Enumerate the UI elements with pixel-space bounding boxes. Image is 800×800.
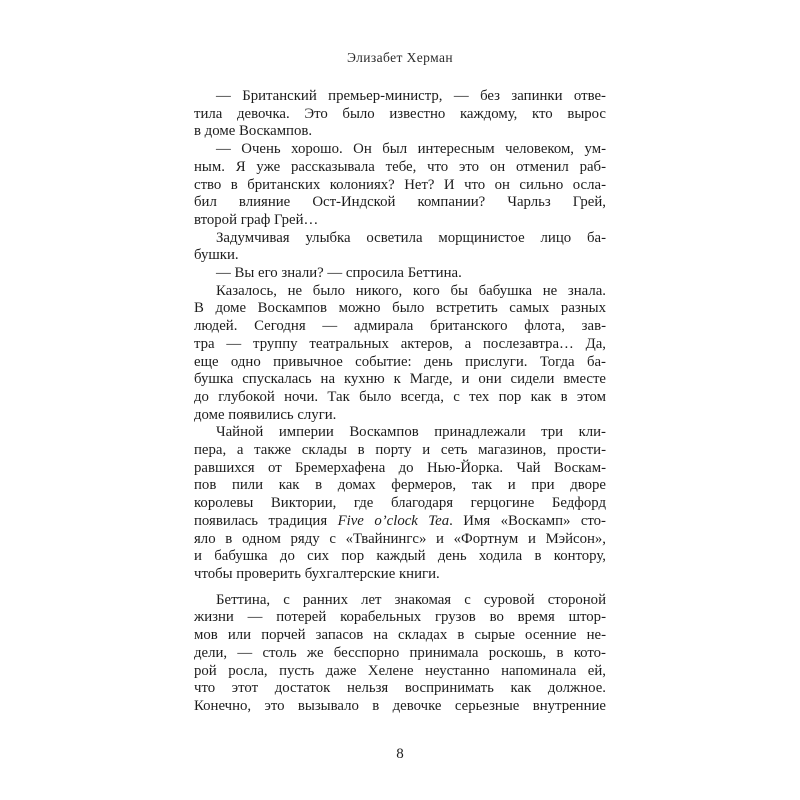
text-line bbox=[194, 88, 606, 106]
paragraph bbox=[194, 283, 606, 425]
page-number: 8 bbox=[396, 746, 404, 762]
text-line bbox=[194, 609, 606, 627]
text-line bbox=[194, 566, 606, 584]
text-line bbox=[194, 627, 606, 645]
text-segment: до глубокой ночи. Так было всегда, с тех пор как в этом bbox=[194, 388, 606, 405]
text-line bbox=[194, 371, 606, 389]
italic-phrase: Five o’clock Tea bbox=[337, 512, 450, 529]
text-line bbox=[194, 389, 606, 407]
text-segment: — Вы его знали? — спросила Беттина. bbox=[216, 265, 462, 282]
text-line bbox=[194, 477, 606, 495]
text-segment: мов или порчей запасов на складах в сырые осенние не- bbox=[194, 627, 606, 644]
text-segment: тила девочка. Это было известно каждому, кто вырос bbox=[194, 105, 606, 122]
text-line bbox=[194, 336, 606, 354]
text-segment: . Имя «Воскамп» сто- bbox=[449, 512, 606, 529]
text-line bbox=[194, 212, 606, 230]
text-segment: доме появились слуги. bbox=[194, 406, 337, 423]
paragraph bbox=[194, 141, 606, 230]
text-segment: появилась традиция bbox=[194, 512, 338, 529]
text-line bbox=[194, 141, 606, 159]
text-segment: рой росла, пусть даже Хелене неустанно напоминала ей, bbox=[194, 662, 606, 679]
text-segment: равшихся от Бремерхафена до Нью-Йорка. Чай Воскам- bbox=[194, 459, 606, 476]
text-segment: Конечно, это вызывало в девочке серьезные внутренние bbox=[194, 697, 606, 714]
text-line bbox=[194, 407, 606, 425]
text-segment: королевы Виктории, где благодаря герцогине Бедфорд bbox=[194, 495, 606, 512]
paragraph bbox=[194, 592, 606, 716]
text-segment: — Очень хорошо. Он был интересным человеком, ум- bbox=[216, 141, 606, 158]
paragraph bbox=[194, 88, 606, 141]
text-line bbox=[194, 680, 606, 698]
paragraph bbox=[194, 230, 606, 265]
text-segment: бушка спускалась на кухню к Магде, и они сидели вместе bbox=[194, 371, 606, 388]
text-segment: бушки. bbox=[194, 247, 239, 264]
text-segment: бил влияние Ост-Индской компании? Чарльз Грей, bbox=[194, 194, 606, 211]
paragraph bbox=[194, 424, 606, 583]
text-line bbox=[194, 159, 606, 177]
text-line bbox=[194, 460, 606, 478]
text-line bbox=[194, 318, 606, 336]
text-line bbox=[194, 283, 606, 301]
text-segment: Казалось, не было никого, кого бы бабушка не знала. bbox=[216, 282, 606, 299]
text-segment: второй граф Грей… bbox=[194, 211, 319, 228]
text-line bbox=[194, 442, 606, 460]
text-segment: и бабушка до сих пор каждый день ходила в контору, bbox=[194, 548, 606, 565]
text-segment: пера, а также склады в порту и сеть магазинов, прости- bbox=[194, 442, 606, 459]
text-line bbox=[194, 230, 606, 248]
text-segment: Задумчивая улыбка осветила морщинистое лицо ба- bbox=[216, 229, 606, 246]
text-line bbox=[194, 698, 606, 716]
text-segment: Чайной империи Воскампов принадлежали три кли- bbox=[216, 424, 606, 441]
text-segment: — Британский премьер-министр, — без запинки отве- bbox=[216, 88, 606, 104]
text-line bbox=[194, 123, 606, 141]
text-line bbox=[194, 663, 606, 681]
text-line bbox=[194, 548, 606, 566]
running-header: Элизабет Херман bbox=[347, 50, 453, 65]
text-line bbox=[194, 531, 606, 549]
text-line bbox=[194, 495, 606, 513]
text-line bbox=[194, 645, 606, 663]
text-segment: чтобы проверить бухгалтерские книги. bbox=[194, 565, 440, 582]
text-segment: ным. Я уже рассказывала тебе, что это он отменил раб- bbox=[194, 158, 606, 175]
text-line bbox=[194, 354, 606, 372]
text-segment: тра — труппу театральных актеров, а послезавтра… Да, bbox=[194, 335, 606, 352]
text-segment: яло в одном ряду с «Твайнингс» и «Фортнум и Мэйсон», bbox=[194, 530, 606, 547]
text-line bbox=[194, 300, 606, 318]
text-segment: в доме Воскампов. bbox=[194, 123, 313, 140]
text-segment: жизни — потерей корабельных грузов во время штор- bbox=[194, 609, 606, 626]
text-line bbox=[194, 106, 606, 124]
text-line bbox=[194, 513, 606, 531]
text-segment: еще одно привычное событие: день прислуги. Тогда ба- bbox=[194, 353, 606, 370]
text-segment: дели, — столь же бесспорно принимала роскошь, в кото- bbox=[194, 644, 606, 661]
text-segment: Беттина, с ранних лет знакомая с суровой стороной bbox=[216, 591, 606, 608]
text-line bbox=[194, 247, 606, 265]
text-line bbox=[194, 265, 606, 283]
text-segment: людей. Сегодня — адмирала британского флота, зав- bbox=[194, 318, 606, 335]
text-block bbox=[194, 88, 606, 716]
text-segment: В доме Воскампов можно было встретить самых разных bbox=[194, 300, 606, 317]
text-line bbox=[194, 194, 606, 212]
paragraph bbox=[194, 265, 606, 283]
text-line bbox=[194, 177, 606, 195]
text-line bbox=[194, 424, 606, 442]
text-segment: ство в британских колониях? Нет? И что он сильно осла- bbox=[194, 176, 606, 193]
text-line bbox=[194, 592, 606, 610]
text-segment: что этот достаток нельзя воспринимать как должное. bbox=[194, 680, 606, 697]
text-segment: пов пили как в домах фермеров, так и при дворе bbox=[194, 477, 606, 494]
